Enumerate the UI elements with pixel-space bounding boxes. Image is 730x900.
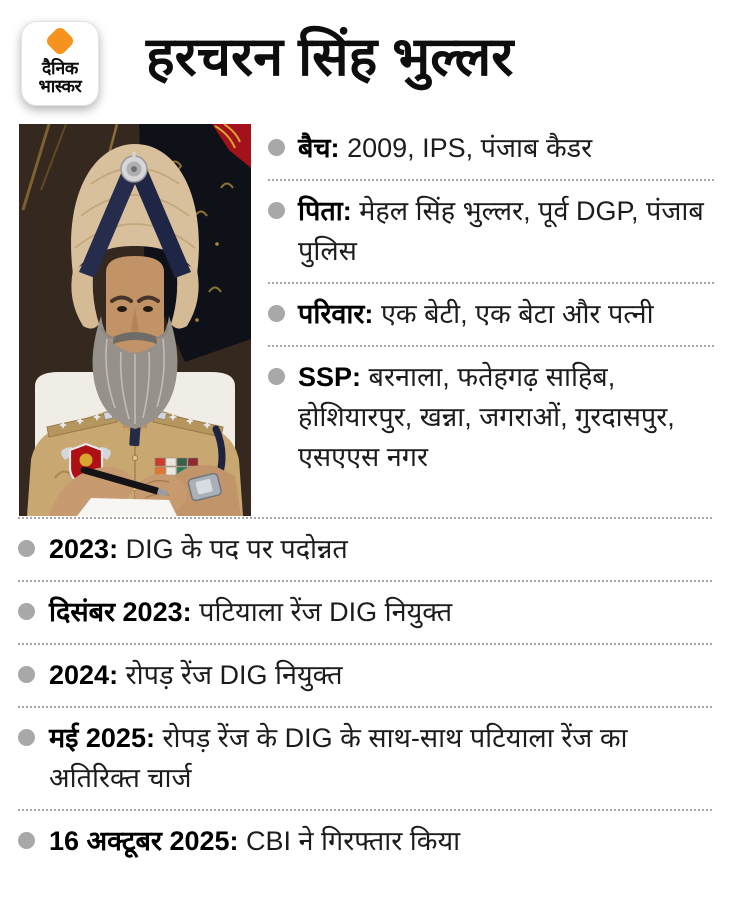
bullet-icon bbox=[268, 368, 285, 385]
fact-item-ssp bbox=[268, 347, 714, 488]
timeline bbox=[18, 517, 712, 872]
fact-label: पिता: bbox=[298, 196, 352, 226]
timeline-text: दिसंबर 2023: पटियाला रेंज DIG नियुक्त bbox=[49, 597, 453, 627]
fact-item-family bbox=[268, 284, 714, 347]
timeline-item-oct-2025 bbox=[18, 809, 712, 872]
logo-text: दैनिक भास्कर bbox=[38, 58, 82, 97]
timeline-text: 16 अक्टूबर 2025: CBI ने गिरफ्तार किया bbox=[49, 826, 461, 856]
timeline-label: मई 2025: bbox=[49, 723, 155, 753]
timeline-label: दिसंबर 2023: bbox=[49, 597, 192, 627]
timeline-item-dec-2023 bbox=[18, 580, 712, 643]
bullet-icon bbox=[18, 832, 35, 849]
timeline-item-2024 bbox=[18, 643, 712, 706]
sun-icon bbox=[44, 25, 75, 56]
fact-label: परिवार: bbox=[298, 299, 374, 329]
bullet-icon bbox=[268, 139, 285, 156]
timeline-text: मई 2025: रोपड़ रेंज के DIG के साथ-साथ पटियाला रेंज का अतिरिक्त चार्ज bbox=[49, 723, 628, 793]
fact-label: बैच: bbox=[298, 133, 340, 163]
bullet-icon bbox=[18, 729, 35, 746]
officer-photo-illustration bbox=[19, 124, 251, 516]
fact-item-father bbox=[268, 181, 714, 284]
fact-label: SSP: bbox=[298, 362, 362, 392]
timeline-label: 2024: bbox=[49, 660, 119, 690]
fact-text: पिता: मेहल सिंह भुल्लर, पूर्व DGP, पंजाब पुलिस bbox=[298, 196, 704, 266]
bullet-icon bbox=[18, 603, 35, 620]
timeline-text: 2024: रोपड़ रेंज DIG नियुक्त bbox=[49, 660, 343, 690]
fact-text: परिवार: एक बेटी, एक बेटा और पत्नी bbox=[298, 299, 654, 329]
fact-item-batch bbox=[268, 124, 714, 181]
officer-photo bbox=[19, 124, 251, 516]
timeline-text: 2023: DIG के पद पर पदोन्नत bbox=[49, 534, 348, 564]
page-title: हरचरन सिंह भुल्लर bbox=[146, 27, 514, 87]
timeline-item-2023 bbox=[18, 517, 712, 580]
bullet-icon bbox=[268, 202, 285, 219]
fact-list bbox=[268, 124, 714, 488]
timeline-item-may-2025 bbox=[18, 706, 712, 809]
bullet-icon bbox=[18, 666, 35, 683]
fact-text: बैच: 2009, IPS, पंजाब कैडर bbox=[298, 133, 593, 163]
fact-text: SSP: बरनाला, फतेहगढ़ साहिब, होशियारपुर, खन्ना, जगराओं, गुरदासपुर, एसएएस नगर bbox=[298, 362, 675, 472]
bullet-icon bbox=[268, 305, 285, 322]
bullet-icon bbox=[18, 540, 35, 557]
timeline-label: 2023: bbox=[49, 534, 119, 564]
timeline-label: 16 अक्टूबर 2025: bbox=[49, 826, 239, 856]
dainik-bhaskar-logo bbox=[21, 21, 99, 106]
